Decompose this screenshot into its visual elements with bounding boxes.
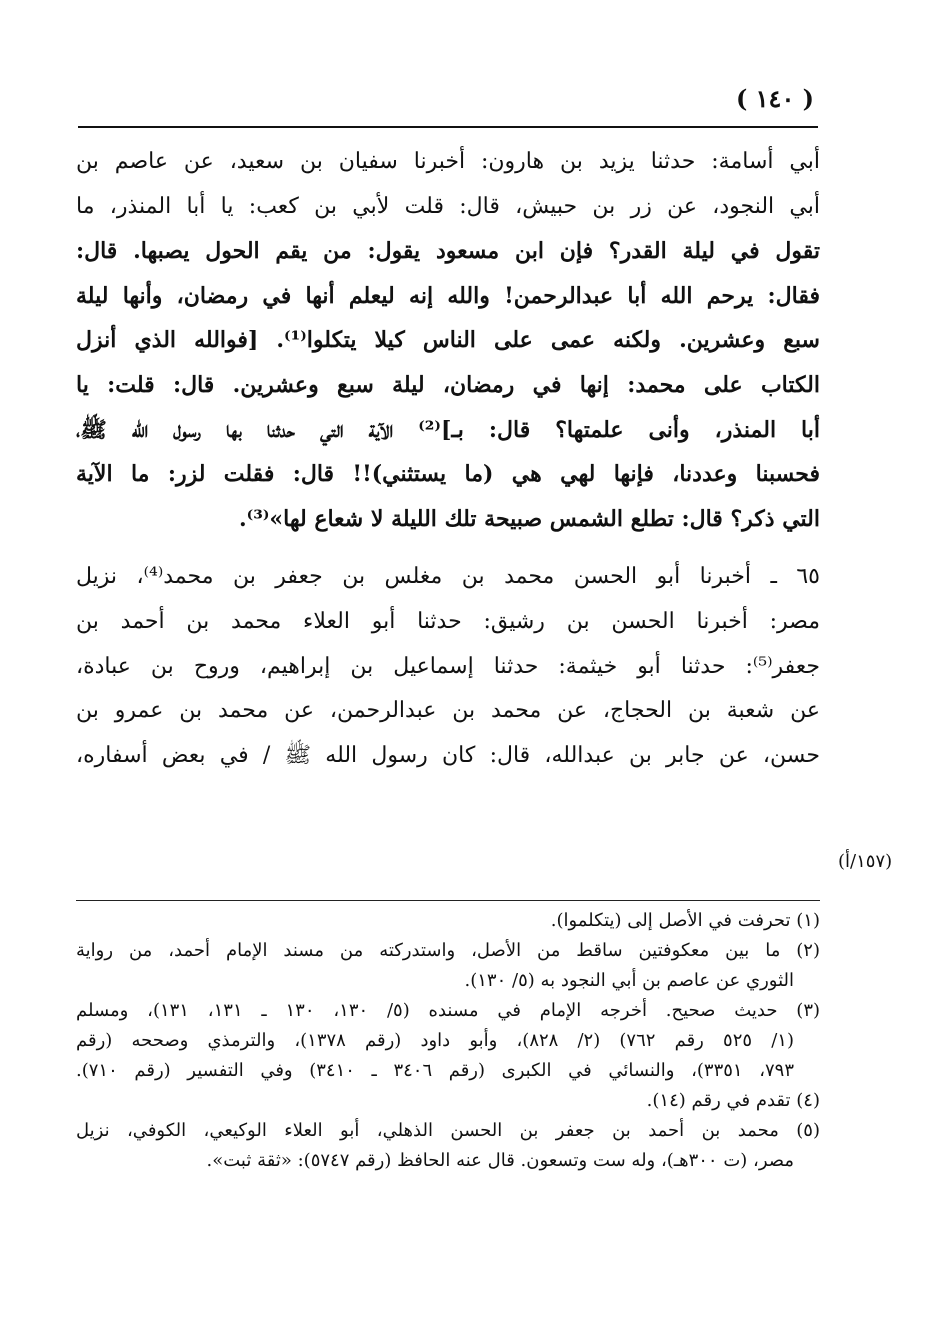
footnote-line: مصر، (ت ٣٠٠هـ)، وله ست وتسعون. قال عنه الحافظ (رقم ٥٧٤٧): «ثقة ثبت». [206, 1150, 794, 1171]
manuscript-folio-note: (١٥٧/أ) [838, 851, 893, 872]
body-line: عن شعبة بن الحجاج، عن محمد بن عبدالرحمن، عن محمد بن عمرو بن [76, 698, 820, 724]
footnotes [76, 906, 820, 1176]
header-rule [78, 126, 818, 128]
footnote-line: (١) تحرفت في الأصل إلى (يتكلموا). [550, 910, 820, 931]
footnote-line: (٤) تقدم في رقم (١٤). [646, 1090, 820, 1111]
body-line: التي ذكر؟ قال: تطلع الشمس صبيحة تلك الليلة لا شعاع لها»⁽³⁾. [238, 505, 820, 532]
footnote-line: (١/ ٥٢٥ رقم ٧٦٢) (٢/ ٨٢٨)، وأبو داود (رقم ١٣٧٨)، والترمذي وصححه (رقم [76, 1030, 794, 1051]
body-line: أبي أسامة: حدثنا يزيد بن هارون: أخبرنا سفيان بن سعيد، عن عاصم بن [76, 149, 820, 174]
body-line: حسن، عن جابر بن عبدالله، قال: كان رسول الله ﷺ / في بعض أسفاره، [76, 742, 820, 768]
body-line: فحسبنا وعددنا، فإنها لهي هي (ما يستثني)!! قال: فقلت لزر: ما الآية [76, 461, 820, 488]
footnote-rule [76, 900, 820, 901]
footnote-line: (٥) محمد بن أحمد بن جعفر بن الحسن الذهلي، أبو العلاء الوكيعي، الكوفي، نزيل [76, 1120, 820, 1141]
body-line: مصر: أخبرنا الحسن بن رشيق: حدثنا أبو العلاء محمد بن أحمد بن [76, 608, 820, 634]
footnote-line: الثوري عن عاصم بن أبي النجود به (٥/ ١٣٠). [464, 970, 794, 991]
footnote-line: (٢) ما بين معكوفتين ساقط من الأصل، واستدركته من مسند الإمام أحمد، من رواية [76, 940, 820, 961]
main-text [76, 140, 820, 778]
body-line: تقول في ليلة القدر؟ فإن ابن مسعود يقول: من يقم الحول يصبها. قال: [76, 238, 820, 265]
footnote-line: (٣) حديث صحيح. أخرجه الإمام في مسنده (٥/ ١٣٠، ١٣٠ ـ ١٣١، ١٣١)، ومسلم [76, 1000, 820, 1021]
paragraph-gap [76, 541, 820, 555]
body-line: أبي النجود، عن زر بن حبيش، قال: قلت لأبي بن كعب: يا أبا المنذر، ما [76, 193, 820, 219]
body-line: سبع وعشرين. ولكنه عمى على الناس كيلا يتكلوا⁽¹⁾. [فوالله الذي أنزل [76, 327, 820, 354]
body-line: الكتاب على محمد: إنها في رمضان، ليلة سبع وعشرين. قال: قلت: يا [76, 371, 820, 398]
body-line: أبا المنذر، وأنى علمتها؟ قال: بـ]⁽²⁾ الآية التي حدثنا بها رسول الله ﷺ، [76, 416, 820, 443]
footnote-line: ٧٩٣، ٣٣٥١)، والنسائي في الكبرى (رقم ٣٤٠٦ ـ ٣٤١٠) وفي التفسير (رقم ٧١٠). [76, 1060, 795, 1081]
body-line: جعفر⁽⁵⁾: حدثنا أبو خيثمة: حدثنا إسماعيل بن إبراهيم، وروح بن عبادة، [76, 653, 820, 679]
page-number: ( ١٤٠ ) [735, 84, 815, 113]
body-line: ٦٥ ـ أخبرنا أبو الحسن محمد بن مغلس بن جعفر بن محمد⁽⁴⁾، نزيل [76, 564, 820, 590]
body-line: فقال: يرحم الله أبا عبدالرحمن! والله إنه ليعلم أنها في رمضان، وأنها ليلة [76, 282, 820, 309]
